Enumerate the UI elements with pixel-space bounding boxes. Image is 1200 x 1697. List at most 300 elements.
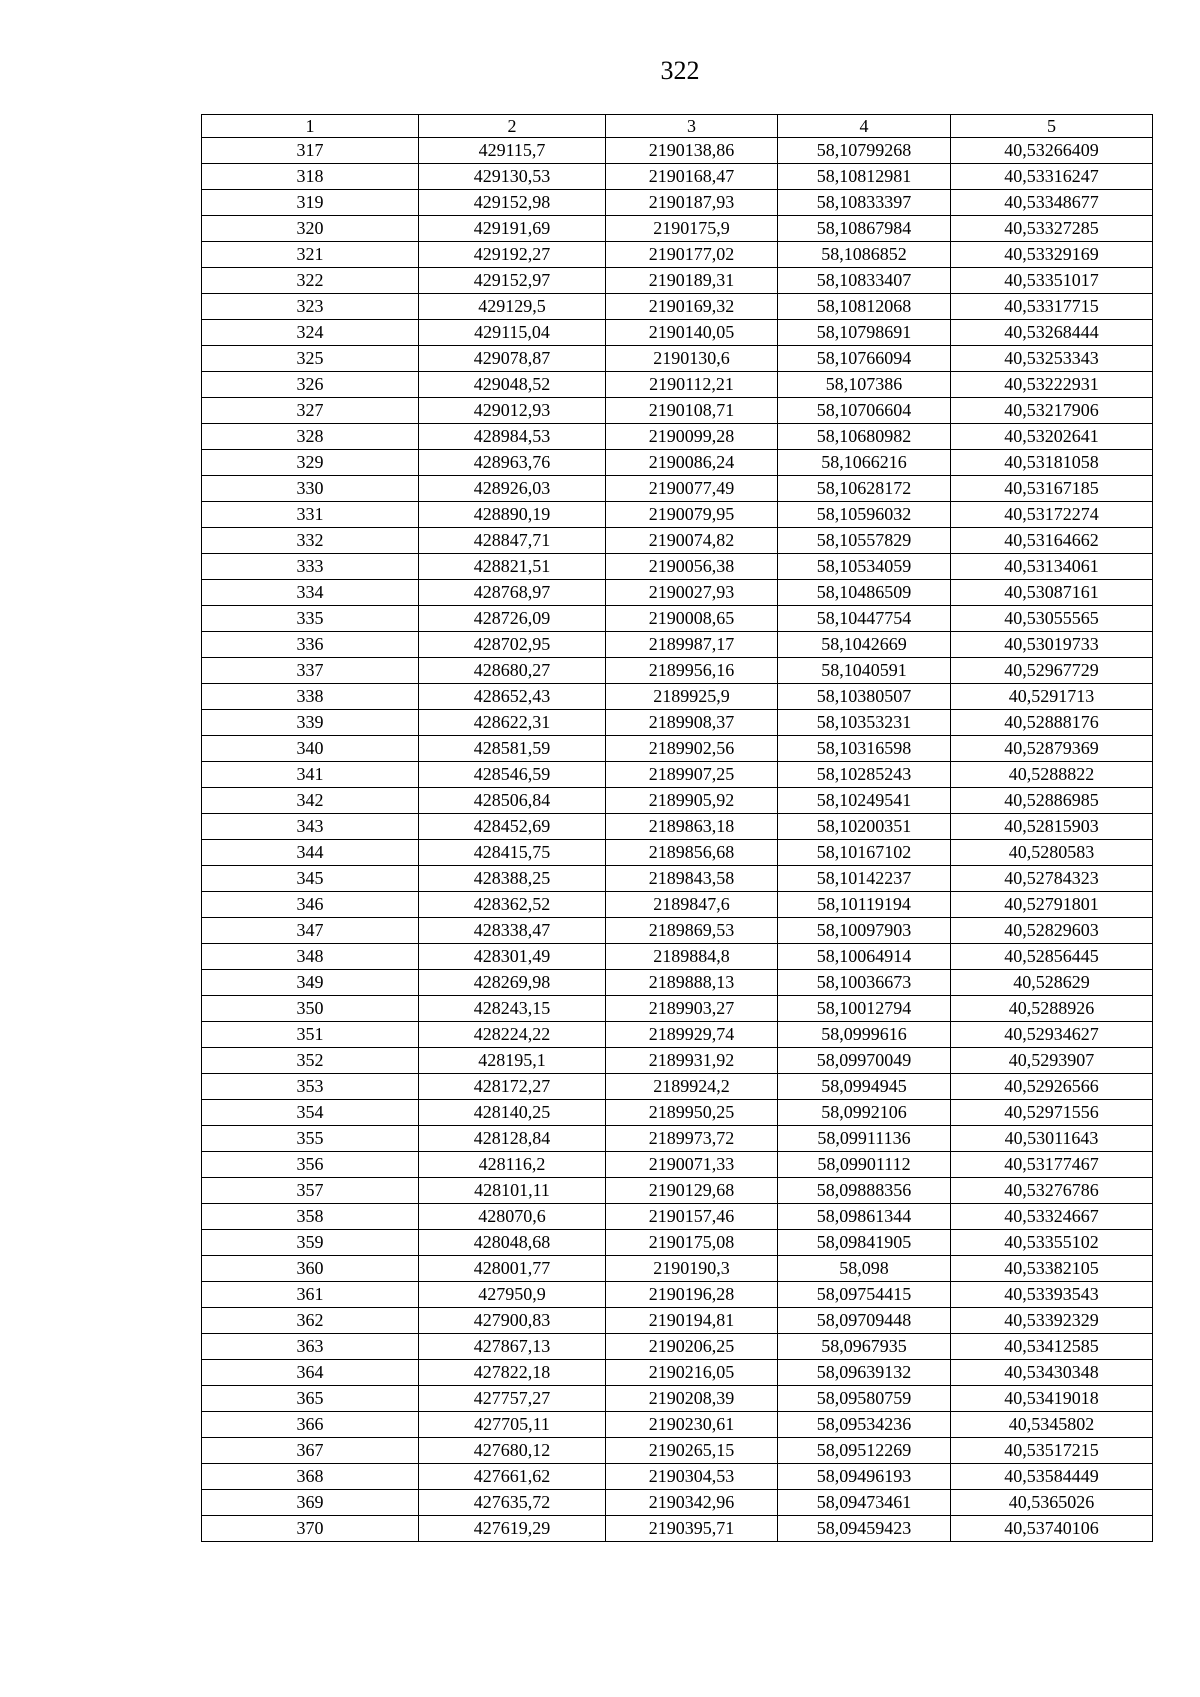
table-cell: 40,53317715 — [951, 294, 1153, 320]
table-cell: 40,53266409 — [951, 138, 1153, 164]
table-cell: 2190056,38 — [606, 554, 778, 580]
table-row — [202, 970, 1153, 996]
table-cell: 357 — [202, 1178, 419, 1204]
table-cell: 58,10036673 — [778, 970, 951, 996]
table-cell: 428338,47 — [419, 918, 606, 944]
table-cell: 428362,52 — [419, 892, 606, 918]
table-cell: 352 — [202, 1048, 419, 1074]
column-header: 1 — [202, 115, 419, 138]
table-cell: 58,10766094 — [778, 346, 951, 372]
table-row — [202, 944, 1153, 970]
table-cell: 428702,95 — [419, 632, 606, 658]
table-cell: 428001,77 — [419, 1256, 606, 1282]
table-cell: 2189908,37 — [606, 710, 778, 736]
table-cell: 40,53324667 — [951, 1204, 1153, 1230]
table-cell: 2190129,68 — [606, 1178, 778, 1204]
table-cell: 369 — [202, 1490, 419, 1516]
table-cell: 40,53517215 — [951, 1438, 1153, 1464]
table-cell: 58,107386 — [778, 372, 951, 398]
column-header: 2 — [419, 115, 606, 138]
table-cell: 2190074,82 — [606, 528, 778, 554]
table-cell: 355 — [202, 1126, 419, 1152]
table-cell: 58,10798691 — [778, 320, 951, 346]
table-row — [202, 1438, 1153, 1464]
table-row — [202, 320, 1153, 346]
table-cell: 58,09841905 — [778, 1230, 951, 1256]
table-cell: 58,0967935 — [778, 1334, 951, 1360]
table-cell: 58,10812981 — [778, 164, 951, 190]
table-cell: 58,09534236 — [778, 1412, 951, 1438]
table-cell: 360 — [202, 1256, 419, 1282]
table-cell: 334 — [202, 580, 419, 606]
table-cell: 2190112,21 — [606, 372, 778, 398]
table-cell: 2190071,33 — [606, 1152, 778, 1178]
table-cell: 354 — [202, 1100, 419, 1126]
table-cell: 429152,98 — [419, 190, 606, 216]
table-row — [202, 242, 1153, 268]
table-cell: 2190395,71 — [606, 1516, 778, 1542]
table-cell: 361 — [202, 1282, 419, 1308]
table-cell: 428415,75 — [419, 840, 606, 866]
table-cell: 2190108,71 — [606, 398, 778, 424]
table-cell: 350 — [202, 996, 419, 1022]
table-cell: 40,5288822 — [951, 762, 1153, 788]
table-cell: 2190194,81 — [606, 1308, 778, 1334]
table-cell: 337 — [202, 658, 419, 684]
table-cell: 2190177,02 — [606, 242, 778, 268]
table-cell: 428546,59 — [419, 762, 606, 788]
table-row — [202, 1022, 1153, 1048]
table-cell: 40,52815903 — [951, 814, 1153, 840]
table-row — [202, 892, 1153, 918]
table-cell: 2190342,96 — [606, 1490, 778, 1516]
table-cell: 340 — [202, 736, 419, 762]
table-cell: 40,5280583 — [951, 840, 1153, 866]
table-cell: 2189931,92 — [606, 1048, 778, 1074]
table-cell: 428680,27 — [419, 658, 606, 684]
table-cell: 58,0992106 — [778, 1100, 951, 1126]
table-body — [202, 138, 1153, 1542]
table-cell: 323 — [202, 294, 419, 320]
table-row — [202, 918, 1153, 944]
table-row — [202, 1334, 1153, 1360]
table-row — [202, 814, 1153, 840]
table-row — [202, 1204, 1153, 1230]
table-cell: 40,53316247 — [951, 164, 1153, 190]
table-cell: 345 — [202, 866, 419, 892]
table-cell: 40,52886985 — [951, 788, 1153, 814]
table-row — [202, 372, 1153, 398]
table-cell: 347 — [202, 918, 419, 944]
table-cell: 428768,97 — [419, 580, 606, 606]
table-row — [202, 294, 1153, 320]
table-cell: 367 — [202, 1438, 419, 1464]
table-cell: 427661,62 — [419, 1464, 606, 1490]
table-cell: 320 — [202, 216, 419, 242]
table-cell: 40,52791801 — [951, 892, 1153, 918]
table-cell: 368 — [202, 1464, 419, 1490]
table-cell: 40,53134061 — [951, 554, 1153, 580]
table-row — [202, 1152, 1153, 1178]
table-cell: 40,53276786 — [951, 1178, 1153, 1204]
table-row — [202, 840, 1153, 866]
table-cell: 428116,2 — [419, 1152, 606, 1178]
table-cell: 40,52934627 — [951, 1022, 1153, 1048]
table-cell: 343 — [202, 814, 419, 840]
table-cell: 348 — [202, 944, 419, 970]
table-cell: 2189843,58 — [606, 866, 778, 892]
table-cell: 358 — [202, 1204, 419, 1230]
table-cell: 58,1042669 — [778, 632, 951, 658]
table-cell: 427705,11 — [419, 1412, 606, 1438]
table-cell: 58,10680982 — [778, 424, 951, 450]
table-cell: 327 — [202, 398, 419, 424]
table-cell: 2189903,27 — [606, 996, 778, 1022]
table-cell: 2189856,68 — [606, 840, 778, 866]
table-cell: 40,52926566 — [951, 1074, 1153, 1100]
table-row — [202, 450, 1153, 476]
header-row — [202, 115, 1153, 138]
table-cell: 40,52856445 — [951, 944, 1153, 970]
table-cell: 58,098 — [778, 1256, 951, 1282]
table-cell: 58,10064914 — [778, 944, 951, 970]
table-cell: 322 — [202, 268, 419, 294]
table-cell: 58,10200351 — [778, 814, 951, 840]
table-cell: 2190187,93 — [606, 190, 778, 216]
table-cell: 2189987,17 — [606, 632, 778, 658]
table-cell: 2190216,05 — [606, 1360, 778, 1386]
table-cell: 346 — [202, 892, 419, 918]
table-cell: 429012,93 — [419, 398, 606, 424]
table-cell: 2190008,65 — [606, 606, 778, 632]
table-cell: 428506,84 — [419, 788, 606, 814]
table-row — [202, 1412, 1153, 1438]
table-cell: 2190208,39 — [606, 1386, 778, 1412]
table-cell: 364 — [202, 1360, 419, 1386]
table-cell: 365 — [202, 1386, 419, 1412]
table-cell: 2190138,86 — [606, 138, 778, 164]
table-cell: 2190130,6 — [606, 346, 778, 372]
table-cell: 351 — [202, 1022, 419, 1048]
table-cell: 58,09888356 — [778, 1178, 951, 1204]
table-cell: 2189973,72 — [606, 1126, 778, 1152]
table-cell: 356 — [202, 1152, 419, 1178]
table-cell: 40,53177467 — [951, 1152, 1153, 1178]
table-cell: 428172,27 — [419, 1074, 606, 1100]
table-row — [202, 554, 1153, 580]
table-cell: 428195,1 — [419, 1048, 606, 1074]
table-cell: 427757,27 — [419, 1386, 606, 1412]
table-cell: 427822,18 — [419, 1360, 606, 1386]
table-cell: 2189925,9 — [606, 684, 778, 710]
table-row — [202, 138, 1153, 164]
table-cell: 2190175,08 — [606, 1230, 778, 1256]
table-cell: 40,52888176 — [951, 710, 1153, 736]
table-cell: 428963,76 — [419, 450, 606, 476]
table-cell: 2189905,92 — [606, 788, 778, 814]
table-cell: 40,52967729 — [951, 658, 1153, 684]
table-row — [202, 476, 1153, 502]
table-row — [202, 1100, 1153, 1126]
table-cell: 40,53222931 — [951, 372, 1153, 398]
table-cell: 58,10596032 — [778, 502, 951, 528]
table-cell: 58,10534059 — [778, 554, 951, 580]
table-cell: 2189907,25 — [606, 762, 778, 788]
table-cell: 318 — [202, 164, 419, 190]
table-cell: 58,10486509 — [778, 580, 951, 606]
table-cell: 427900,83 — [419, 1308, 606, 1334]
table-row — [202, 398, 1153, 424]
table-cell: 2190230,61 — [606, 1412, 778, 1438]
table-cell: 58,09754415 — [778, 1282, 951, 1308]
table-row — [202, 658, 1153, 684]
table-cell: 429129,5 — [419, 294, 606, 320]
table-cell: 58,10833397 — [778, 190, 951, 216]
table-cell: 428452,69 — [419, 814, 606, 840]
table-row — [202, 1360, 1153, 1386]
table-cell: 321 — [202, 242, 419, 268]
table-cell: 40,53740106 — [951, 1516, 1153, 1542]
table-cell: 40,53019733 — [951, 632, 1153, 658]
table-cell: 2190077,49 — [606, 476, 778, 502]
table-cell: 428301,49 — [419, 944, 606, 970]
table-row — [202, 684, 1153, 710]
coordinates-table — [201, 114, 1153, 1542]
table-cell: 58,10142237 — [778, 866, 951, 892]
table-cell: 58,10285243 — [778, 762, 951, 788]
table-cell: 353 — [202, 1074, 419, 1100]
table-cell: 58,10167102 — [778, 840, 951, 866]
table-cell: 58,09512269 — [778, 1438, 951, 1464]
table-cell: 341 — [202, 762, 419, 788]
table-cell: 58,10316598 — [778, 736, 951, 762]
table-cell: 40,53011643 — [951, 1126, 1153, 1152]
table-cell: 429191,69 — [419, 216, 606, 242]
table-cell: 428243,15 — [419, 996, 606, 1022]
table-cell: 2189888,13 — [606, 970, 778, 996]
table-cell: 324 — [202, 320, 419, 346]
table-cell: 359 — [202, 1230, 419, 1256]
table-row — [202, 1126, 1153, 1152]
table-cell: 40,53087161 — [951, 580, 1153, 606]
table-row — [202, 736, 1153, 762]
table-cell: 58,10706604 — [778, 398, 951, 424]
table-cell: 427867,13 — [419, 1334, 606, 1360]
table-cell: 40,53327285 — [951, 216, 1153, 242]
column-header: 3 — [606, 115, 778, 138]
page-number: 322 — [660, 56, 700, 85]
table-cell: 58,1040591 — [778, 658, 951, 684]
table-cell: 58,10012794 — [778, 996, 951, 1022]
table-cell: 40,53430348 — [951, 1360, 1153, 1386]
table-cell: 40,53217906 — [951, 398, 1153, 424]
table-cell: 2190168,47 — [606, 164, 778, 190]
table-cell: 428128,84 — [419, 1126, 606, 1152]
table-cell: 58,09473461 — [778, 1490, 951, 1516]
table-cell: 2190140,05 — [606, 320, 778, 346]
table-cell: 2190157,46 — [606, 1204, 778, 1230]
table-row — [202, 1464, 1153, 1490]
table-cell: 40,53055565 — [951, 606, 1153, 632]
table-cell: 428140,25 — [419, 1100, 606, 1126]
table-row — [202, 1308, 1153, 1334]
table-row — [202, 580, 1153, 606]
table-cell: 429048,52 — [419, 372, 606, 398]
table-cell: 2189924,2 — [606, 1074, 778, 1100]
table-cell: 40,53382105 — [951, 1256, 1153, 1282]
table-cell: 40,53412585 — [951, 1334, 1153, 1360]
table-cell: 429152,97 — [419, 268, 606, 294]
table-cell: 40,528629 — [951, 970, 1153, 996]
table-row — [202, 502, 1153, 528]
table-row — [202, 190, 1153, 216]
table-cell: 428984,53 — [419, 424, 606, 450]
table-cell: 362 — [202, 1308, 419, 1334]
table-row — [202, 216, 1153, 242]
table-row — [202, 1516, 1153, 1542]
table-cell: 429130,53 — [419, 164, 606, 190]
table-row — [202, 1230, 1153, 1256]
table-cell: 329 — [202, 450, 419, 476]
table-cell: 40,53355102 — [951, 1230, 1153, 1256]
table-cell: 40,53584449 — [951, 1464, 1153, 1490]
table-cell: 331 — [202, 502, 419, 528]
table-cell: 58,09496193 — [778, 1464, 951, 1490]
table-cell: 40,52971556 — [951, 1100, 1153, 1126]
table-row — [202, 762, 1153, 788]
table-cell: 40,53253343 — [951, 346, 1153, 372]
table-cell: 40,53164662 — [951, 528, 1153, 554]
table-cell: 338 — [202, 684, 419, 710]
table-cell: 319 — [202, 190, 419, 216]
table-cell: 427680,12 — [419, 1438, 606, 1464]
table-row — [202, 788, 1153, 814]
table-cell: 2190099,28 — [606, 424, 778, 450]
table-cell: 58,10833407 — [778, 268, 951, 294]
table-cell: 349 — [202, 970, 419, 996]
table-cell: 58,09911136 — [778, 1126, 951, 1152]
table-row — [202, 1178, 1153, 1204]
column-header: 5 — [951, 115, 1153, 138]
table-cell: 2189847,6 — [606, 892, 778, 918]
table-cell: 428890,19 — [419, 502, 606, 528]
table-cell: 2190086,24 — [606, 450, 778, 476]
table-cell: 2190206,25 — [606, 1334, 778, 1360]
table-cell: 339 — [202, 710, 419, 736]
table-cell: 40,53351017 — [951, 268, 1153, 294]
table-cell: 427635,72 — [419, 1490, 606, 1516]
table-row — [202, 346, 1153, 372]
table-cell: 363 — [202, 1334, 419, 1360]
table-row — [202, 710, 1153, 736]
table-cell: 2190175,9 — [606, 216, 778, 242]
table-cell: 40,53167185 — [951, 476, 1153, 502]
table-cell: 428581,59 — [419, 736, 606, 762]
table-cell: 336 — [202, 632, 419, 658]
table-cell: 2190169,32 — [606, 294, 778, 320]
table-cell: 2190190,3 — [606, 1256, 778, 1282]
table-cell: 40,53348677 — [951, 190, 1153, 216]
table-cell: 40,5291713 — [951, 684, 1153, 710]
table-cell: 58,09709448 — [778, 1308, 951, 1334]
table-cell: 40,53392329 — [951, 1308, 1153, 1334]
table-cell: 58,10867984 — [778, 216, 951, 242]
table-cell: 428070,6 — [419, 1204, 606, 1230]
column-header: 4 — [778, 115, 951, 138]
table-cell: 332 — [202, 528, 419, 554]
table-cell: 428726,09 — [419, 606, 606, 632]
table-cell: 2189929,74 — [606, 1022, 778, 1048]
table-cell: 325 — [202, 346, 419, 372]
table-cell: 58,09901112 — [778, 1152, 951, 1178]
table-cell: 2189869,53 — [606, 918, 778, 944]
table-cell: 333 — [202, 554, 419, 580]
table-cell: 58,10557829 — [778, 528, 951, 554]
table-cell: 2190189,31 — [606, 268, 778, 294]
table-cell: 40,53268444 — [951, 320, 1153, 346]
table-row — [202, 1282, 1153, 1308]
table-cell: 427950,9 — [419, 1282, 606, 1308]
table-cell: 428821,51 — [419, 554, 606, 580]
table-cell: 40,5345802 — [951, 1412, 1153, 1438]
table-cell: 2190027,93 — [606, 580, 778, 606]
table-cell: 428847,71 — [419, 528, 606, 554]
table-cell: 58,10119194 — [778, 892, 951, 918]
table-cell: 58,10628172 — [778, 476, 951, 502]
table-row — [202, 866, 1153, 892]
table-row — [202, 164, 1153, 190]
table-cell: 58,09861344 — [778, 1204, 951, 1230]
table-cell: 58,10812068 — [778, 294, 951, 320]
table-row — [202, 996, 1153, 1022]
table-cell: 428224,22 — [419, 1022, 606, 1048]
table-cell: 2189902,56 — [606, 736, 778, 762]
table-cell: 429078,87 — [419, 346, 606, 372]
table-cell: 328 — [202, 424, 419, 450]
table-cell: 2189956,16 — [606, 658, 778, 684]
table-cell: 40,52784323 — [951, 866, 1153, 892]
table-cell: 58,1086852 — [778, 242, 951, 268]
table-cell: 330 — [202, 476, 419, 502]
table-cell: 58,10380507 — [778, 684, 951, 710]
table-cell: 40,5293907 — [951, 1048, 1153, 1074]
table-cell: 58,10097903 — [778, 918, 951, 944]
table-cell: 429115,7 — [419, 138, 606, 164]
table-cell: 40,53202641 — [951, 424, 1153, 450]
table-cell: 58,09580759 — [778, 1386, 951, 1412]
table-cell: 40,53393543 — [951, 1282, 1153, 1308]
table-cell: 40,53181058 — [951, 450, 1153, 476]
table-cell: 58,10447754 — [778, 606, 951, 632]
table-cell: 2190265,15 — [606, 1438, 778, 1464]
table-cell: 342 — [202, 788, 419, 814]
table-cell: 2189950,25 — [606, 1100, 778, 1126]
table-cell: 58,09970049 — [778, 1048, 951, 1074]
table-cell: 40,52829603 — [951, 918, 1153, 944]
table-row — [202, 1256, 1153, 1282]
table-cell: 2190079,95 — [606, 502, 778, 528]
table-cell: 2189863,18 — [606, 814, 778, 840]
table-cell: 428048,68 — [419, 1230, 606, 1256]
table-cell: 326 — [202, 372, 419, 398]
table-cell: 58,10353231 — [778, 710, 951, 736]
table-cell: 40,53172274 — [951, 502, 1153, 528]
table-row — [202, 268, 1153, 294]
table-cell: 40,5365026 — [951, 1490, 1153, 1516]
table-cell: 2190196,28 — [606, 1282, 778, 1308]
table-row — [202, 1386, 1153, 1412]
table-cell: 2190304,53 — [606, 1464, 778, 1490]
